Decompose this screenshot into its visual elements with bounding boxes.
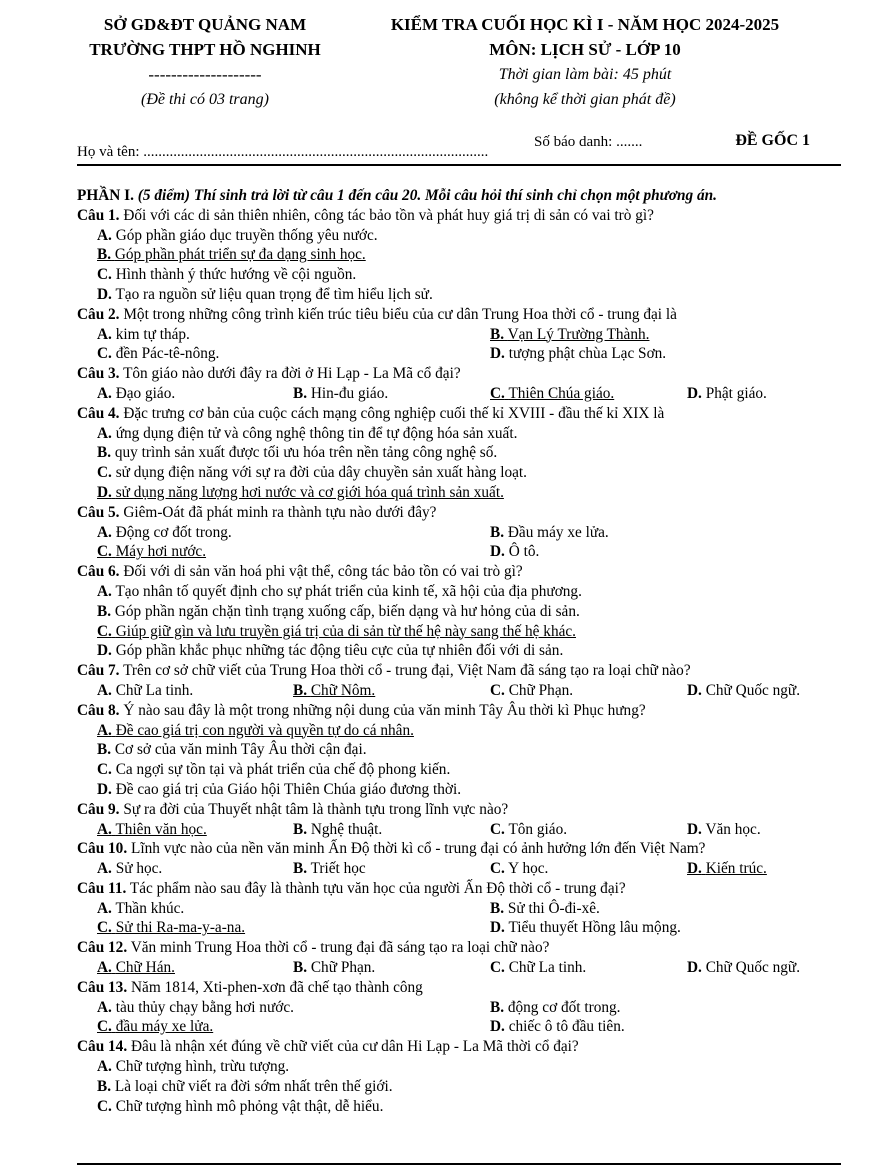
option-1b: B. Góp phần phát triển sự đa dạng sinh học. bbox=[97, 246, 366, 264]
option-7d: D. Chữ Quốc ngữ. bbox=[687, 681, 801, 699]
option-7a: A. Chữ La tinh. bbox=[97, 681, 194, 699]
options-row-2a bbox=[77, 325, 847, 345]
option-8b: B. Cơ sở của văn minh Tây Âu thời cận đại. bbox=[97, 741, 367, 759]
option-3b: B. Hin-đu giáo. bbox=[293, 384, 389, 402]
option-6b: B. Góp phần ngăn chặn tình trạng xuống cấp, biến dạng và hư hỏng của di sản. bbox=[97, 602, 580, 620]
option-9a: A. Thiên văn học. bbox=[97, 820, 207, 838]
option-3c: C. Thiên Chúa giáo. bbox=[490, 384, 615, 402]
question-4: Câu 4. Đặc trưng cơ bản của cuộc cách mạng công nghiệp cuối thế kỉ XVIII - đầu thế kỉ XIX là bbox=[77, 404, 665, 422]
option-13b: B. động cơ đốt trong. bbox=[490, 998, 621, 1016]
option-5a: A. Động cơ đốt trong. bbox=[97, 523, 232, 541]
option-14a: A. Chữ tượng hình, trừu tượng. bbox=[97, 1058, 290, 1076]
option-7c: C. Chữ Phạn. bbox=[490, 681, 574, 699]
exam-content bbox=[77, 186, 847, 1116]
option-12d: D. Chữ Quốc ngữ. bbox=[687, 959, 801, 977]
option-5d: D. Ô tô. bbox=[490, 543, 540, 561]
option-5b: B. Đầu máy xe lửa. bbox=[490, 523, 609, 541]
option-10d: D. Kiến trúc. bbox=[687, 860, 767, 878]
question-5: Câu 5. Giêm-Oát đã phát minh ra thành tựu nào dưới đây? bbox=[77, 503, 437, 521]
question-12: Câu 12. Văn minh Trung Hoa thời cổ - trung đại đã sáng tạo ra loại chữ nào? bbox=[77, 939, 550, 957]
option-12a: A. Chữ Hán. bbox=[97, 959, 175, 977]
option-4b: B. quy trình sản xuất được tối ưu hóa trên nền tảng công nghệ số. bbox=[97, 444, 498, 462]
header-left bbox=[60, 12, 350, 112]
header-divider: -------------------- bbox=[148, 65, 262, 84]
options-row-3 bbox=[77, 384, 847, 404]
options-row-5b bbox=[77, 542, 847, 562]
option-6c: C. Giúp giữ gìn và lưu truyền giá trị của di sản từ thế hệ này sang thế hệ khác. bbox=[97, 622, 576, 640]
option-2d: D. tượng phật chùa Lạc Sơn. bbox=[490, 345, 667, 363]
option-8a: A. Đề cao giá trị con người và quyền tự do cá nhân. bbox=[97, 721, 414, 739]
part-label: PHẦN I. bbox=[77, 187, 134, 204]
option-2a: A. kim tự tháp. bbox=[97, 325, 190, 343]
options-row-10 bbox=[77, 859, 847, 879]
question-9: Câu 9. Sự ra đời của Thuyết nhật tâm là thành tựu trong lĩnh vực nào? bbox=[77, 800, 509, 818]
option-14b: B. Là loại chữ viết ra đời sớm nhất trên thế giới. bbox=[97, 1077, 393, 1095]
option-10c: C. Y học. bbox=[490, 860, 549, 878]
options-row-12 bbox=[77, 958, 847, 978]
department-name: SỞ GD&ĐT QUẢNG NAM bbox=[103, 15, 307, 34]
part-description: (5 điểm) Thí sinh trả lời từ câu 1 đến câu 20. Mỗi câu hỏi thí sinh chỉ chọn một phương án. bbox=[137, 187, 717, 204]
page-count: (Đề thi có 03 trang) bbox=[141, 91, 269, 108]
option-14c: C. Chữ tượng hình mô phỏng vật thật, dễ hiểu. bbox=[97, 1097, 384, 1115]
header-right bbox=[370, 12, 800, 112]
question-6: Câu 6. Đối với di sản văn hoá phi vật thể, công tác bảo tồn có vai trò gì? bbox=[77, 563, 523, 581]
exam-title: KIỂM TRA CUỐI HỌC KÌ I - NĂM HỌC 2024-2025 bbox=[390, 15, 780, 34]
option-4a: A. ứng dụng điện tử và công nghệ thông tin để tự động hóa sản xuất. bbox=[97, 424, 518, 442]
option-1c: C. Hình thành ý thức hướng về cội nguồn. bbox=[97, 266, 357, 284]
question-13: Câu 13. Năm 1814, Xti-phen-xơn đã chế tạo thành công bbox=[77, 978, 423, 996]
question-3: Câu 3. Tôn giáo nào dưới đây ra đời ở Hi Lạp - La Mã cổ đại? bbox=[77, 365, 461, 383]
option-12b: B. Chữ Phạn. bbox=[293, 959, 376, 977]
option-2b: B. Vạn Lý Trường Thành. bbox=[490, 325, 650, 343]
duration-note: (không kể thời gian phát đề) bbox=[494, 91, 676, 108]
options-row-11b bbox=[77, 918, 847, 938]
options-row-13a bbox=[77, 998, 847, 1018]
options-row-13b bbox=[77, 1017, 847, 1037]
option-11d: D. Tiểu thuyết Hồng lâu mộng. bbox=[490, 919, 681, 937]
option-8c: C. Ca ngợi sự tồn tại và phát triển của chế độ phong kiến. bbox=[97, 761, 451, 779]
exam-code: ĐỀ GỐC 1 bbox=[735, 132, 810, 149]
options-row-2b bbox=[77, 344, 847, 364]
option-12c: C. Chữ La tinh. bbox=[490, 959, 587, 977]
option-7b: B. Chữ Nôm. bbox=[293, 681, 376, 699]
option-13d: D. chiếc ô tô đầu tiên. bbox=[490, 1018, 625, 1036]
subject: MÔN: LỊCH SỬ - LỚP 10 bbox=[489, 40, 681, 59]
options-row-7 bbox=[77, 681, 847, 701]
question-1: Câu 1. Đối với các di sản thiên nhiên, công tác bảo tồn và phát huy giá trị di sản có vai trò gì? bbox=[77, 206, 654, 224]
question-7: Câu 7. Trên cơ sở chữ viết của Trung Hoa thời cổ - trung đại, Việt Nam đã sáng tạo ra loại chữ nào? bbox=[77, 662, 691, 680]
school-name: TRƯỜNG THPT HỒ NGHINH bbox=[89, 40, 321, 59]
option-13c: C. đầu máy xe lửa. bbox=[97, 1018, 214, 1036]
option-11b: B. Sử thi Ô-đi-xê. bbox=[490, 899, 600, 917]
option-11c: C. Sử thi Ra-ma-y-a-na. bbox=[97, 919, 246, 937]
option-6d: D. Góp phần khắc phục những tác động tiêu cực của tự nhiên đối với di sản. bbox=[97, 642, 564, 660]
option-3a: A. Đạo giáo. bbox=[97, 384, 176, 402]
option-9b: B. Nghệ thuật. bbox=[293, 820, 383, 838]
option-2c: C. đền Pác-tê-nông. bbox=[97, 345, 220, 363]
option-8d: D. Đề cao giá trị của Giáo hội Thiên Chúa giáo đương thời. bbox=[97, 780, 462, 798]
part-heading bbox=[77, 186, 847, 206]
option-4d: D. sử dụng năng lượng hơi nước và cơ giới hóa quá trình sản xuất. bbox=[97, 483, 504, 501]
option-4c: C. sử dụng điện năng với sự ra đời của dây chuyền sản xuất hàng loạt. bbox=[97, 464, 527, 482]
option-10a: A. Sử học. bbox=[97, 860, 163, 878]
student-info-row bbox=[77, 130, 840, 160]
option-9c: C. Tôn giáo. bbox=[490, 820, 568, 838]
options-row-5a bbox=[77, 523, 847, 543]
student-id-field: Số báo danh: ....... bbox=[534, 134, 643, 150]
footer-rule bbox=[77, 1163, 841, 1165]
option-5c: C. Máy hơi nước. bbox=[97, 543, 207, 561]
duration: Thời gian làm bài: 45 phút bbox=[498, 66, 672, 83]
question-8: Câu 8. Ý nào sau đây là một trong những nội dung của văn minh Tây Âu thời kì Phục hưng? bbox=[77, 701, 646, 719]
option-1a: A. Góp phần giáo dục truyền thống yêu nước. bbox=[97, 226, 378, 244]
option-10b: B. Triết học bbox=[293, 860, 366, 878]
question-11: Câu 11. Tác phẩm nào sau đây là thành tựu văn học của người Ấn Độ thời cổ - trung đại? bbox=[77, 879, 626, 897]
option-11a: A. Thần khúc. bbox=[97, 899, 185, 917]
options-row-11a bbox=[77, 899, 847, 919]
option-13a: A. tàu thủy chạy bằng hơi nước. bbox=[97, 998, 294, 1016]
option-3d: D. Phật giáo. bbox=[687, 384, 767, 402]
option-9d: D. Văn học. bbox=[687, 820, 761, 838]
question-14: Câu 14. Đâu là nhận xét đúng về chữ viết của cư dân Hi Lạp - La Mã thời cổ đại? bbox=[77, 1038, 579, 1056]
options-row-9 bbox=[77, 820, 847, 840]
header-rule bbox=[77, 164, 841, 166]
question-2: Câu 2. Một trong những công trình kiến trúc tiêu biểu của cư dân Trung Hoa thời cổ - trung đại là bbox=[77, 305, 677, 323]
option-1d: D. Tạo ra nguồn sử liệu quan trọng để tìm hiểu lịch sử. bbox=[97, 285, 433, 303]
question-10: Câu 10. Lĩnh vực nào của nền văn minh Ấn Độ thời kì cổ - trung đại có ảnh hưởng lớn đến Việt Nam? bbox=[77, 840, 706, 858]
student-name-field: Họ và tên: ............................................................................................ bbox=[77, 144, 489, 160]
option-6a: A. Tạo nhân tố quyết định cho sự phát triển của kinh tế, xã hội của địa phương. bbox=[97, 582, 582, 600]
